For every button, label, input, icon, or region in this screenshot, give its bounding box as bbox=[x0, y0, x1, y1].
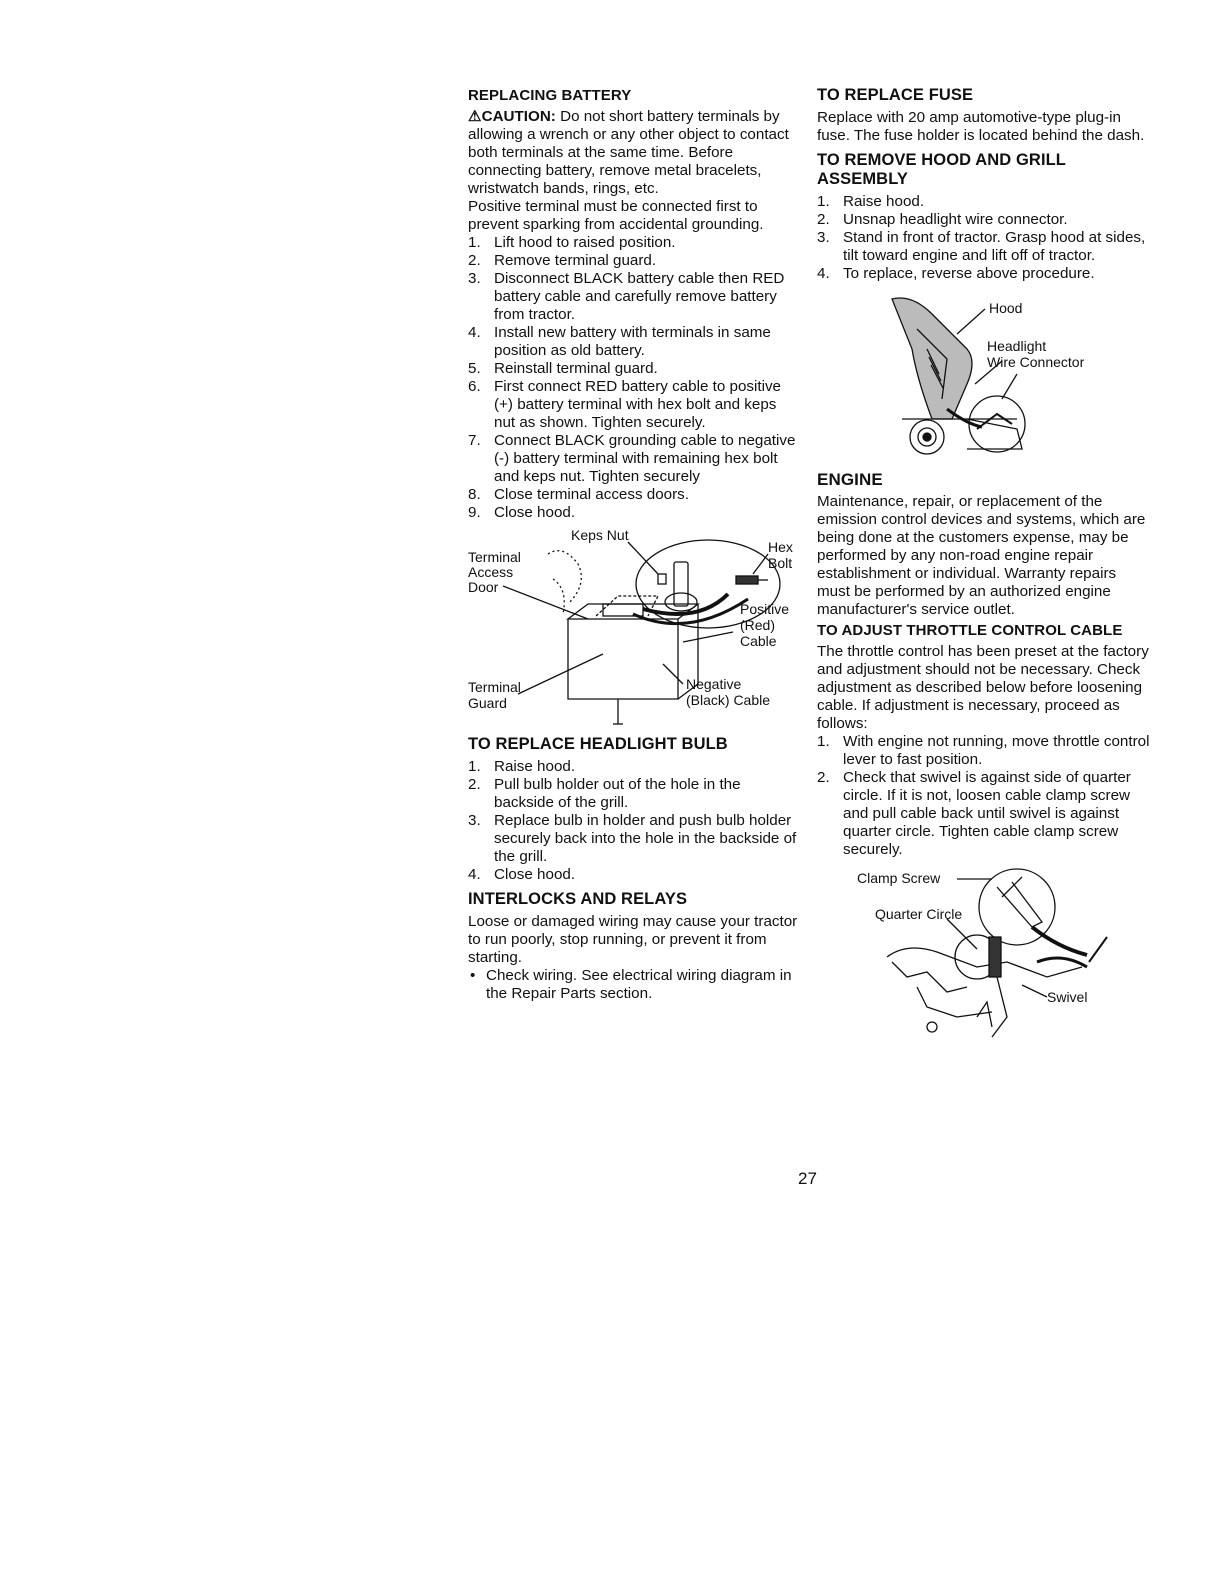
hood-label: Hood bbox=[989, 300, 1023, 316]
list-item: 4. To replace, reverse above procedure. bbox=[817, 265, 1095, 282]
list-item: 1. Raise hood. bbox=[468, 758, 576, 775]
list-item: 3. Replace bulb in holder and push bulb holder securely back into the hole in the backside of the grill. bbox=[468, 812, 797, 865]
terminal-guard-label-1: Terminal bbox=[468, 679, 521, 695]
negative-label-2: (Black) Cable bbox=[686, 692, 771, 708]
headlight-label: Headlight bbox=[987, 338, 1047, 354]
bolt-label: Bolt bbox=[768, 555, 793, 571]
list-item: 9. Close hood. bbox=[468, 504, 576, 521]
throttle-text: The throttle control has been preset at the factory and adjustment should not be necessary. Check adjustment as described below before loosening cable. If adjustment is necessary, proceed as follows: bbox=[817, 643, 1149, 732]
list-item: 1. Raise hood. bbox=[817, 193, 925, 210]
throttle-steps bbox=[817, 733, 1152, 859]
throttle-figure bbox=[817, 867, 1152, 1047]
fuse-heading: TO REPLACE FUSE bbox=[817, 86, 974, 104]
hood-diagram bbox=[817, 289, 1152, 464]
list-item: 3. Disconnect BLACK battery cable then RED battery cable and carefully remove battery from tractor. bbox=[468, 270, 785, 323]
list-item: 6. First connect RED battery cable to positive (+) battery terminal with hex bolt and keps nut as shown. Tighten securely. bbox=[468, 378, 781, 431]
fuse-text: Replace with 20 amp automotive-type plug-in fuse. The fuse holder is located behind the dash. bbox=[817, 109, 1145, 144]
warning-triangle-icon: ⚠ bbox=[468, 108, 482, 125]
headlight-heading: TO REPLACE HEADLIGHT BULB bbox=[468, 735, 728, 753]
terminal-guard-label-2: Guard bbox=[468, 695, 507, 711]
throttle-diagram bbox=[817, 867, 1152, 1047]
list-item: 1. With engine not running, move throttle control lever to fast position. bbox=[817, 733, 1150, 768]
quarter-circle-label: Quarter Circle bbox=[875, 906, 963, 922]
terminal-access-label-1: Terminal bbox=[468, 549, 521, 565]
list-item: 3. Stand in front of tractor. Grasp hood at sides, tilt toward engine and lift off of tractor. bbox=[817, 229, 1146, 264]
terminal-access-label-3: Door bbox=[468, 579, 499, 595]
terminal-access-label-2: Access bbox=[468, 564, 514, 580]
positive-note: Positive terminal must be connected first to prevent sparking from accidental grounding. bbox=[468, 198, 764, 233]
interlocks-heading: INTERLOCKS AND RELAYS bbox=[468, 890, 688, 908]
list-item: 8. Close terminal access doors. bbox=[468, 486, 689, 503]
negative-label-1: Negative bbox=[686, 676, 742, 692]
headlight-steps bbox=[468, 758, 798, 884]
battery-heading: REPLACING BATTERY bbox=[468, 87, 632, 104]
engine-heading: ENGINE bbox=[817, 470, 883, 489]
caution-paragraph bbox=[468, 108, 798, 198]
keps-nut-label: Keps Nut bbox=[571, 527, 629, 543]
hood-heading: TO REMOVE HOOD AND GRILL ASSEMBLY bbox=[817, 151, 1066, 188]
list-item: • Check wiring. See electrical wiring diagram in the Repair Parts section. bbox=[470, 967, 792, 1002]
engine-text: Maintenance, repair, or replacement of the emission control devices and systems, which are being done at the customers expense, may be performed by any non-road engine repair establishment or individual. Warranty repairs must be performed by an authorized engine manufacturer's service outlet. bbox=[817, 493, 1146, 618]
wire-connector-label: Wire Connector bbox=[987, 354, 1085, 370]
left-column bbox=[468, 86, 798, 1003]
clamp-screw-label: Clamp Screw bbox=[857, 870, 941, 886]
positive-label-3: Cable bbox=[740, 633, 777, 649]
list-item: 2. Check that swivel is against side of quarter circle. If it is not, loosen cable clamp screw and pull cable back until swivel is against quarter circle. Tighten cable clamp screw securely. bbox=[817, 769, 1131, 858]
list-item: 5. Reinstall terminal guard. bbox=[468, 360, 658, 377]
hood-steps bbox=[817, 193, 1152, 283]
list-item: 4. Close hood. bbox=[468, 866, 576, 883]
hex-label: Hex bbox=[768, 539, 793, 555]
battery-figure bbox=[468, 524, 798, 729]
hood-figure bbox=[817, 289, 1152, 464]
caution-text: Do not short battery terminals by allowing a wrench or any other object to contact both terminals at the same time. Before connecting battery, remove metal bracelets, wristwatch bands, rings, etc. bbox=[468, 108, 789, 197]
caution-label: CAUTION: bbox=[481, 108, 556, 125]
interlocks-bullets bbox=[468, 967, 798, 1003]
list-item: 2. Remove terminal guard. bbox=[468, 252, 657, 269]
interlocks-text: Loose or damaged wiring may cause your tractor to run poorly, stop running, or prevent it from starting. bbox=[468, 913, 798, 966]
swivel-label: Swivel bbox=[1047, 989, 1088, 1005]
throttle-heading: TO ADJUST THROTTLE CONTROL CABLE bbox=[817, 622, 1123, 639]
list-item: 1. Lift hood to raised position. bbox=[468, 234, 676, 251]
positive-label-2: (Red) bbox=[740, 617, 776, 633]
list-item: 2. Unsnap headlight wire connector. bbox=[817, 211, 1068, 228]
list-item: 2. Pull bulb holder out of the hole in the backside of the grill. bbox=[468, 776, 741, 811]
list-item: 7. Connect BLACK grounding cable to negative (-) battery terminal with remaining hex bolt and keps nut. Tighten securely bbox=[468, 432, 796, 485]
page-number: 27 bbox=[798, 1169, 817, 1188]
list-item: 4. Install new battery with terminals in same position as old battery. bbox=[468, 324, 771, 359]
battery-steps bbox=[468, 234, 798, 522]
right-column bbox=[817, 86, 1152, 1047]
positive-label-1: Positive bbox=[740, 601, 790, 617]
